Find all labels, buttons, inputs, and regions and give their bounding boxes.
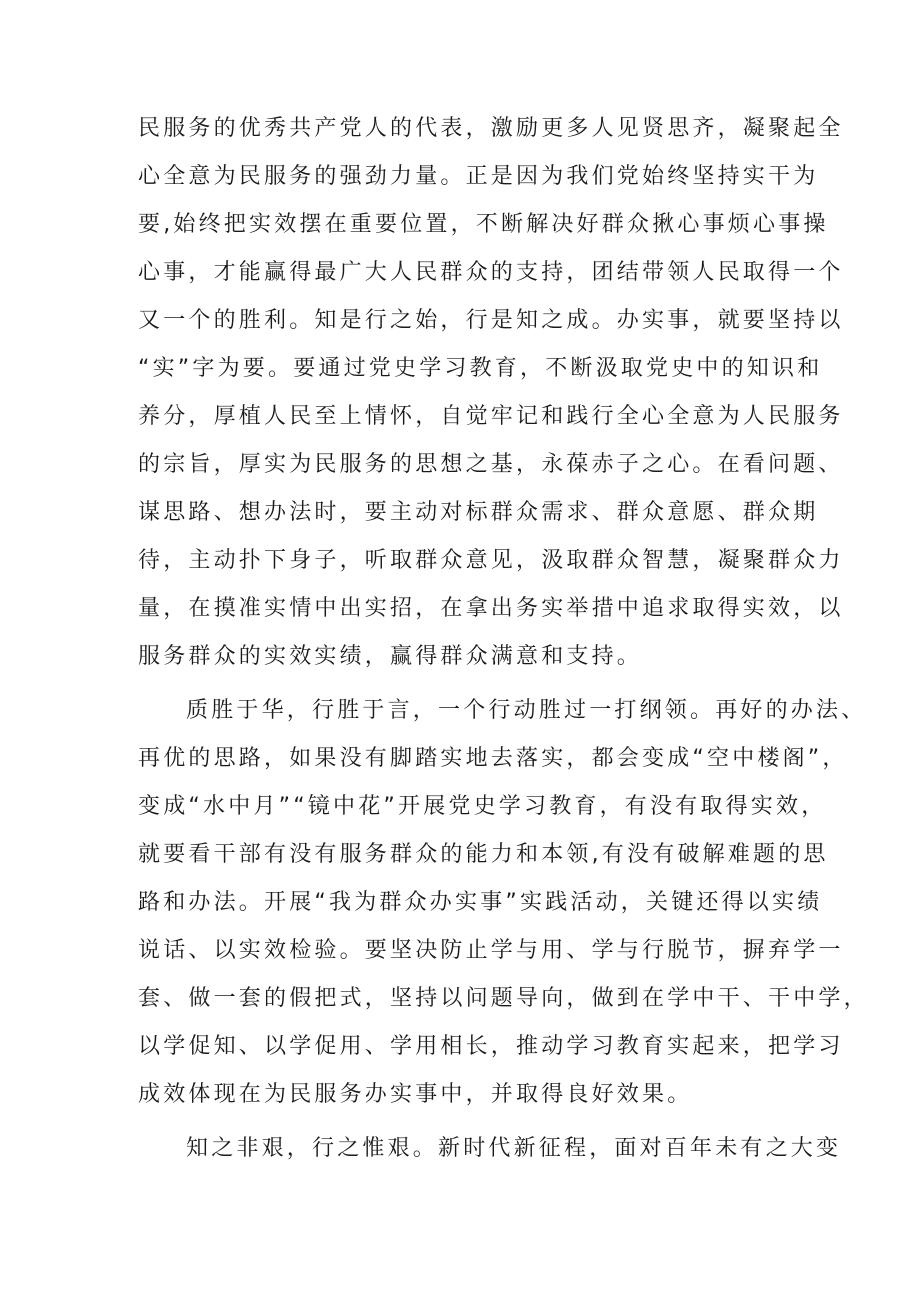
text-line: 又一个的胜利。知是行之始，行是知之成。办实事，就要坚持以 bbox=[138, 308, 844, 333]
text-line: 套、做一套的假把式，坚持以问题导向，做到在学中干、干中学， bbox=[138, 986, 869, 1011]
text-line: 心全意为民服务的强劲力量。正是因为我们党始终坚持实干为 bbox=[138, 164, 819, 189]
text-line: 就要看干部有没有服务群众的能力和本领,有没有破解难题的思 bbox=[138, 842, 829, 867]
text-line: 的宗旨，厚实为民服务的思想之基，永葆赤子之心。在看问题、 bbox=[138, 452, 844, 477]
text-line: “实”字为要。要通过党史学习教育，不断汲取党史中的知识和 bbox=[138, 356, 823, 381]
text-line: 再优的思路，如果没有脚踏实地去落实，都会变成“空中楼阁”， bbox=[138, 746, 848, 771]
text-line: 民服务的优秀共产党人的代表，激励更多人见贤思齐，凝聚起全 bbox=[138, 116, 844, 141]
paragraph-first-line: 知之非艰，行之惟艰。新时代新征程，面对百年未有之大变 bbox=[186, 1136, 842, 1161]
text-line: 服务群众的实效实绩，赢得群众满意和支持。 bbox=[138, 644, 643, 669]
text-line: 成效体现在为民服务办实事中，并取得良好效果。 bbox=[138, 1082, 693, 1107]
text-line: 谋思路、想办法时，要主动对标群众需求、群众意愿、群众期 bbox=[138, 500, 819, 525]
text-line: 心事，才能赢得最广大人民群众的支持，团结带领人民取得一个 bbox=[138, 260, 844, 285]
text-line: 量，在摸准实情中出实招，在拿出务实举措中追求取得实效，以 bbox=[138, 596, 844, 621]
text-line: 以学促知、以学促用、学用相长，推动学习教育实起来，把学习 bbox=[138, 1034, 844, 1059]
text-line: 要,始终把实效摆在重要位置，不断解决好群众揪心事烦心事操 bbox=[138, 212, 829, 237]
text-line: 养分，厚植人民至上情怀，自觉牢记和践行全心全意为人民服务 bbox=[138, 404, 844, 429]
text-line: 变成“水中月”“镜中花”开展党史学习教育，有没有取得实效， bbox=[138, 794, 827, 819]
text-line: 路和办法。开展“我为群众办实事”实践活动，关键还得以实绩 bbox=[138, 890, 823, 915]
text-line: 待，主动扑下身子，听取群众意见，汲取群众智慧，凝聚群众力 bbox=[138, 548, 844, 573]
text-line: 说话、以实效检验。要坚决防止学与用、学与行脱节，摒弃学一 bbox=[138, 938, 844, 963]
paragraph-first-line: 质胜于华，行胜于言，一个行动胜过一打纲领。再好的办法、 bbox=[186, 698, 867, 723]
